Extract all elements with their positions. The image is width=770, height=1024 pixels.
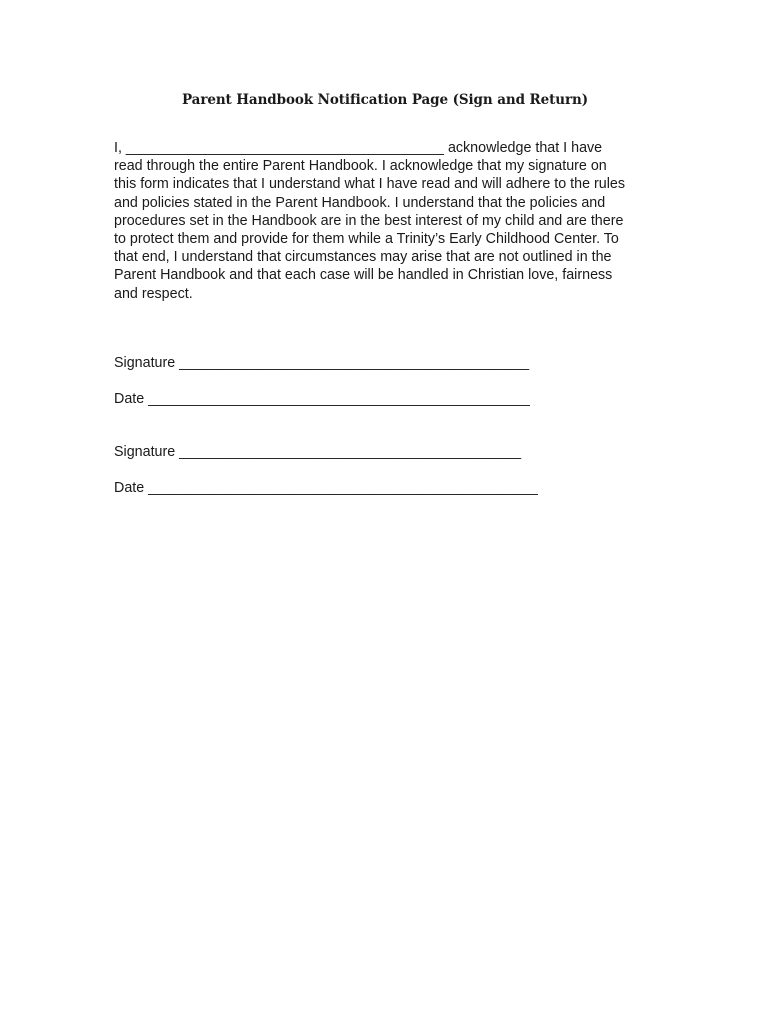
signature-line-2: Signature ___________________________________________	[114, 444, 522, 460]
paragraph-line: Parent Handbook and that each case will be handled in Christian love, fairness	[114, 267, 613, 284]
paragraph-line: to protect them and provide for them while a Trinity’s Early Childhood Center. To	[114, 231, 619, 248]
paragraph-line: this form indicates that I understand what I have read and will adhere to the rules	[114, 176, 626, 193]
page-title: Parent Handbook Notification Page (Sign and Return)	[181, 92, 588, 108]
paragraph-line: procedures set in the Handbook are in the best interest of my child and are there	[114, 212, 624, 229]
date-line-2: Date _________________________________________________	[114, 480, 538, 496]
paragraph-line: read through the entire Parent Handbook. I acknowledge that my signature on	[114, 158, 607, 175]
paragraph-line: and respect.	[114, 285, 193, 302]
paragraph-line: I, ________________________________________ acknowledge that I have	[114, 140, 603, 156]
paragraph-line: and policies stated in the Parent Handbook. I understand that the policies and	[114, 194, 606, 211]
date-line-1: Date ________________________________________________	[114, 391, 530, 407]
paragraph-line: that end, I understand that circumstances may arise that are not outlined in the	[114, 249, 612, 266]
acknowledgement-paragraph	[114, 139, 674, 303]
signature-line-1: Signature ____________________________________________	[114, 355, 530, 371]
